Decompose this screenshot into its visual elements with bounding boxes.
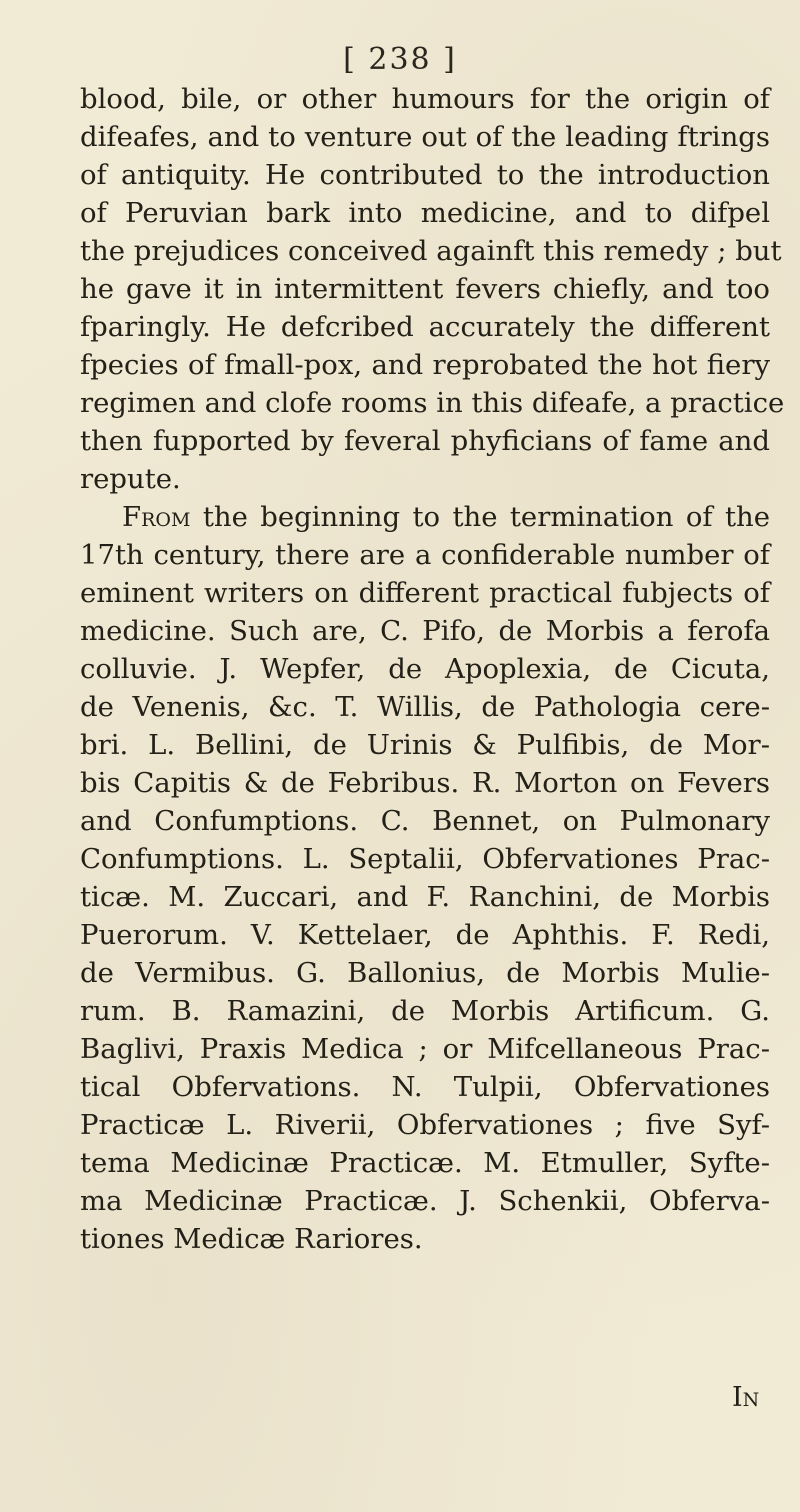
text-line: rum. B. Ramazini, de Morbis Artificum. G.: [80, 995, 770, 1027]
text-line: fparingly. He defcribed accurately the different: [80, 311, 770, 343]
text-line: Practicæ L. Riverii, Obfervationes ; five Syf-: [80, 1109, 770, 1141]
text-line: bri. L. Bellini, de Urinis & Pulfibis, de Mor-: [80, 729, 770, 761]
text-line: and Confumptions. C. Bennet, on Pulmonary: [80, 805, 770, 837]
text-line: fpecies of fmall-pox, and reprobated the hot fiery: [80, 349, 770, 381]
text-line: the prejudices conceived againft this remedy ; but: [80, 235, 782, 267]
paragraph-1: [80, 80, 785, 498]
text-line: regimen and clofe rooms in this difeafe, a practice: [80, 387, 785, 419]
text-line: tical Obfervations. N. Tulpii, Obfervationes: [80, 1071, 770, 1103]
text-line: he gave it in intermittent fevers chiefly, and too: [80, 273, 770, 305]
text-line: 17th century, there are a confiderable number of: [80, 539, 770, 571]
text-line: de Vermibus. G. Ballonius, de Morbis Mulie-: [80, 957, 770, 989]
text-line: Confumptions. L. Septalii, Obfervationes Prac-: [80, 843, 770, 875]
body-text: [80, 80, 785, 1258]
paragraph-2: [80, 498, 770, 1258]
text-line: bis Capitis & de Febribus. R. Morton on Fevers: [80, 767, 770, 799]
paragraph-opening-line: [80, 498, 770, 536]
opening-line-rest: the beginning to the termination of the: [190, 501, 770, 533]
text-line: eminent writers on different practical fubjects of: [80, 577, 770, 609]
text-line: Baglivi, Praxis Medica ; or Mifcellaneous Prac-: [80, 1033, 770, 1065]
text-line: de Venenis, &c. T. Willis, de Pathologia cere-: [80, 691, 770, 723]
text-line: blood, bile, or other humours for the origin of: [80, 83, 770, 115]
text-line: of Peruvian bark into medicine, and to difpel: [80, 197, 770, 229]
opening-word: From: [122, 501, 191, 533]
catchword: In: [732, 1382, 760, 1413]
text-line: colluvie. J. Wepfer, de Apoplexia, de Cicuta,: [80, 653, 770, 685]
text-line: Puerorum. V. Kettelaer, de Aphthis. F. Redi,: [80, 919, 770, 951]
text-line: of antiquity. He contributed to the introduction: [80, 159, 770, 191]
text-line: tema Medicinæ Practicæ. M. Etmuller, Syfte-: [80, 1147, 770, 1179]
page-number: [ 238 ]: [343, 42, 457, 77]
text-line: ma Medicinæ Practicæ. J. Schenkii, Obferva-: [80, 1185, 770, 1217]
text-line: then fupported by feveral phyficians of fame and: [80, 425, 770, 457]
text-line: medicine. Such are, C. Pifo, de Morbis a ferofa: [80, 615, 770, 647]
text-line: tiones Medicæ Rariores.: [80, 1223, 423, 1255]
text-line: difeafes, and to venture out of the leading ftrings: [80, 121, 770, 153]
text-line: repute.: [80, 463, 181, 495]
text-line: ticæ. M. Zuccari, and F. Ranchini, de Morbis: [80, 881, 770, 913]
